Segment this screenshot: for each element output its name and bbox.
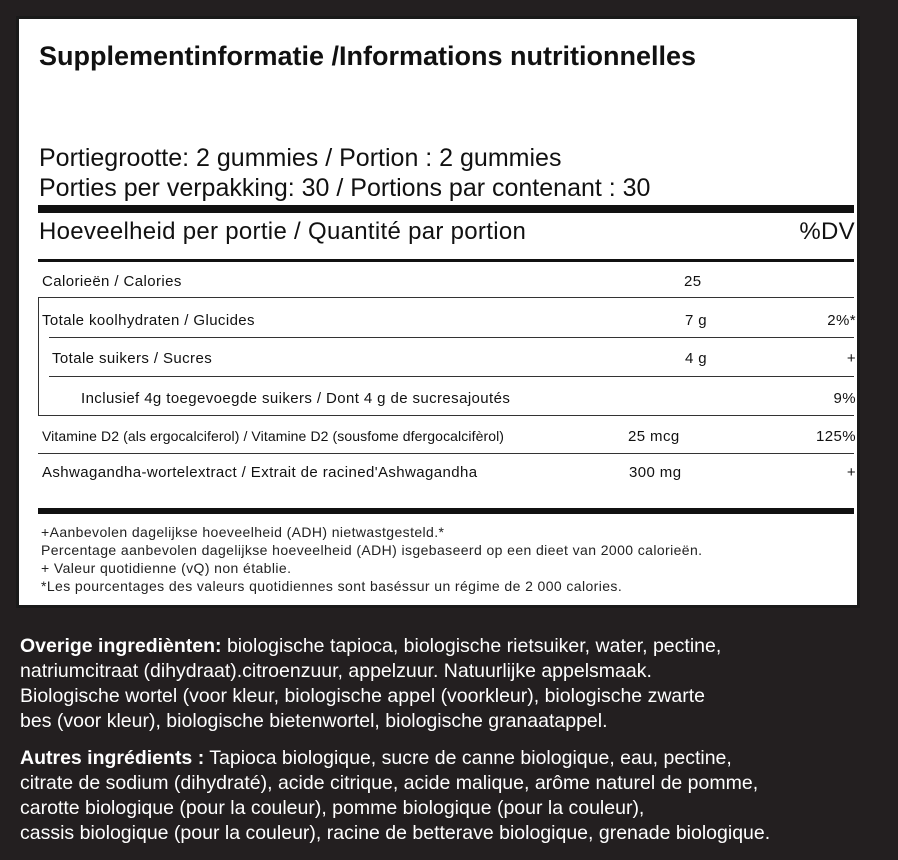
- nutrient-name: Inclusief 4g toegevoegde suikers / Dont 4 g de sucresajoutés: [81, 390, 511, 407]
- ingredients-line: carotte biologique (pour la couleur), pomme biologique (pour la couleur),: [20, 797, 645, 819]
- panel-title: Supplementinformatie /Informations nutritionnelles: [39, 41, 697, 71]
- nutrient-name: Totale suikers / Sucres: [52, 350, 213, 367]
- ingredients-line: citrate de sodium (dihydraté), acide citrique, acide malique, arôme naturel de pomme,: [20, 772, 759, 794]
- nutrient-amount: 7 g: [685, 312, 708, 329]
- row-divider: [49, 376, 854, 377]
- nutrient-name: Vitamine D2 (als ergocalciferol) / Vitamine D2 (sousfome dfergocalcifèrol): [42, 428, 505, 444]
- servings-per-container: Porties per verpakking: 30 / Portions par contenant : 30: [39, 174, 651, 202]
- ingredients-line: cassis biologique (pour la couleur), racine de betterave biologique, grenade biologique.: [20, 822, 771, 844]
- row-divider: [38, 297, 854, 298]
- amount-header-label: Hoeveelheid per portie / Quantité par portion: [39, 218, 527, 245]
- nutrient-dv: 9%: [833, 390, 856, 407]
- indent-rule: [38, 297, 39, 415]
- nutrient-name: Ashwagandha-wortelextract / Extrait de racined'Ashwagandha: [42, 464, 478, 481]
- serving-size: Portiegrootte: 2 gummies / Portion : 2 gummies: [39, 144, 562, 172]
- nutrient-amount: 4 g: [685, 350, 708, 367]
- row-divider: [38, 453, 854, 454]
- row-divider: [49, 337, 854, 338]
- footnote: + Valeur quotidienne (vQ) non établie.: [41, 560, 292, 576]
- ingredients-label: Autres ingrédients :: [20, 747, 205, 769]
- footnote: *Les pourcentages des valeurs quotidiennes sont baséssur un régime de 2 000 calories.: [41, 578, 623, 594]
- nutrient-amount: 300 mg: [629, 464, 682, 481]
- bottom-divider: [38, 508, 854, 514]
- header-divider: [38, 259, 854, 262]
- dv-header: %DV: [799, 218, 855, 245]
- ingredients-line: bes (voor kleur), biologische bietenwortel, biologische granaatappel.: [20, 710, 608, 732]
- other-ingredients-nl: [20, 634, 890, 734]
- nutrient-dv: 125%: [816, 428, 856, 445]
- footnote: +Aanbevolen dagelijkse hoeveelheid (ADH) nietwastgesteld.*: [41, 524, 445, 540]
- ingredients-text: biologische tapioca, biologische rietsuiker, water, pectine,: [221, 635, 722, 657]
- nutrient-amount: 25: [684, 273, 702, 290]
- nutrient-amount: 25 mcg: [628, 428, 680, 445]
- other-ingredients-fr: [20, 746, 890, 846]
- ingredients-text: Tapioca biologique, sucre de canne biologique, eau, pectine,: [204, 747, 732, 769]
- amount-per-serving-header: [39, 218, 853, 246]
- footnote: Percentage aanbevolen dagelijkse hoeveelheid (ADH) isgebaseerd op een dieet van 2000 calorieën.: [41, 542, 703, 558]
- ingredients-line: Biologische wortel (voor kleur, biologische appel (voorkleur), biologische zwarte: [20, 685, 706, 707]
- nutrient-name: Calorieën / Calories: [42, 273, 182, 290]
- nutrient-dv: +: [846, 464, 856, 481]
- nutrient-name: Totale koolhydraten / Glucides: [42, 312, 255, 329]
- row-divider: [38, 415, 854, 416]
- ingredients-label: Overige ingrediènten:: [20, 635, 222, 657]
- nutrient-dv: +: [846, 350, 856, 367]
- thick-divider: [38, 205, 854, 213]
- serving-info: [39, 143, 650, 203]
- ingredients-line: natriumcitraat (dihydraat).citroenzuur, appelzuur. Natuurlijke appelsmaak.: [20, 660, 652, 682]
- ingredients-line: [20, 634, 890, 659]
- supplement-facts-panel: [16, 16, 860, 608]
- footnotes: [41, 523, 702, 595]
- nutrient-dv: 2%*: [827, 312, 856, 329]
- ingredients-line: [20, 746, 890, 771]
